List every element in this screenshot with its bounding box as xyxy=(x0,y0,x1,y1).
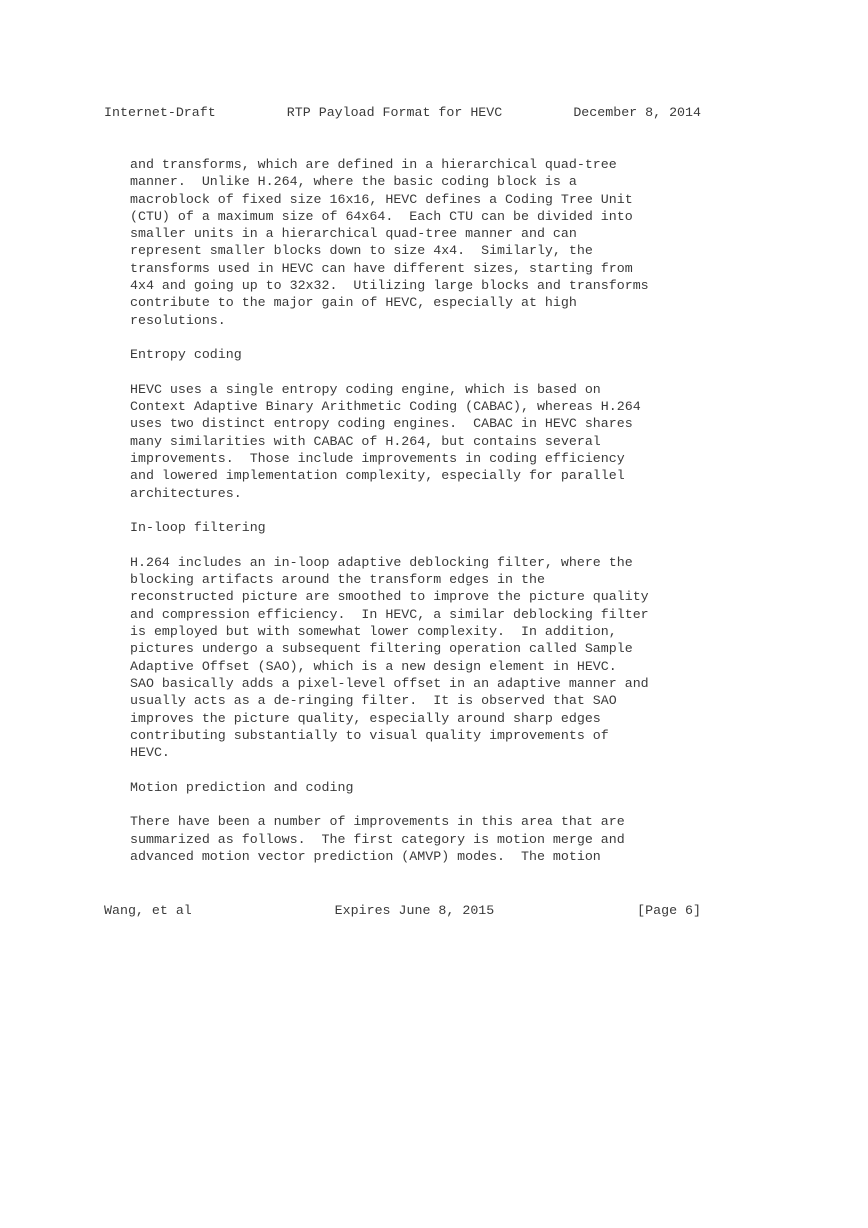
paragraph xyxy=(130,381,710,502)
text-line: usually acts as a de-ringing filter. It is observed that SAO xyxy=(130,693,617,709)
document-body xyxy=(130,156,710,865)
text-line: HEVC. xyxy=(130,745,170,761)
text-line: 4x4 and going up to 32x32. Utilizing large blocks and transforms xyxy=(130,278,649,294)
section-heading: Entropy coding xyxy=(130,347,242,363)
header-title: RTP Payload Format for HEVC xyxy=(286,105,503,120)
text-line: reconstructed picture are smoothed to improve the picture quality xyxy=(130,589,649,605)
text-line: uses two distinct entropy coding engines. CABAC in HEVC shares xyxy=(130,416,633,432)
page-footer xyxy=(104,902,701,919)
text-line: macroblock of fixed size 16x16, HEVC defines a Coding Tree Unit xyxy=(130,191,633,207)
text-line: contributing substantially to visual quality improvements of xyxy=(130,727,609,743)
text-line: resolutions. xyxy=(130,312,226,328)
section-heading: In-loop filtering xyxy=(130,520,266,536)
text-line: contribute to the major gain of HEVC, especially at high xyxy=(130,295,577,311)
text-line: Adaptive Offset (SAO), which is a new design element in HEVC. xyxy=(130,658,617,674)
text-line: H.264 includes an in-loop adaptive deblocking filter, where the xyxy=(130,554,633,570)
text-line: (CTU) of a maximum size of 64x64. Each CTU can be divided into xyxy=(130,208,633,224)
paragraph xyxy=(130,813,710,865)
paragraph xyxy=(130,554,710,762)
text-line: Context Adaptive Binary Arithmetic Coding (CABAC), whereas H.264 xyxy=(130,399,641,415)
text-line: and compression efficiency. In HEVC, a similar deblocking filter xyxy=(130,606,649,622)
text-line: is employed but with somewhat lower complexity. In addition, xyxy=(130,624,617,640)
text-line: improves the picture quality, especially around sharp edges xyxy=(130,710,601,726)
text-line: improvements. Those include improvements in coding efficiency xyxy=(130,451,625,467)
text-line: pictures undergo a subsequent filtering operation called Sample xyxy=(130,641,633,657)
text-line: advanced motion vector prediction (AMVP) modes. The motion xyxy=(130,848,601,864)
footer-page-number: [Page 6] xyxy=(637,903,701,918)
text-line: smaller units in a hierarchical quad-tree manner and can xyxy=(130,226,577,242)
text-line: manner. Unlike H.264, where the basic coding block is a xyxy=(130,174,577,190)
text-line: transforms used in HEVC can have different sizes, starting from xyxy=(130,260,633,276)
footer-authors: Wang, et al xyxy=(104,903,192,918)
text-line: HEVC uses a single entropy coding engine, which is based on xyxy=(130,381,601,397)
text-line: many similarities with CABAC of H.264, but contains several xyxy=(130,433,601,449)
text-line: and lowered implementation complexity, especially for parallel xyxy=(130,468,625,484)
text-line: SAO basically adds a pixel-level offset in an adaptive manner and xyxy=(130,675,649,691)
footer-expiry: Expires June 8, 2015 xyxy=(334,903,495,918)
header-date: December 8, 2014 xyxy=(573,105,701,120)
text-line: summarized as follows. The first category is motion merge and xyxy=(130,831,625,847)
section-heading: Motion prediction and coding xyxy=(130,779,354,795)
text-line: represent smaller blocks down to size 4x4. Similarly, the xyxy=(130,243,593,259)
paragraph xyxy=(130,156,710,329)
text-line: There have been a number of improvements in this area that are xyxy=(130,814,625,830)
header-left: Internet-Draft xyxy=(104,105,216,120)
text-line: and transforms, which are defined in a hierarchical quad-tree xyxy=(130,157,617,172)
text-line: architectures. xyxy=(130,485,242,501)
page-header xyxy=(104,104,701,121)
text-line: blocking artifacts around the transform edges in the xyxy=(130,572,545,588)
